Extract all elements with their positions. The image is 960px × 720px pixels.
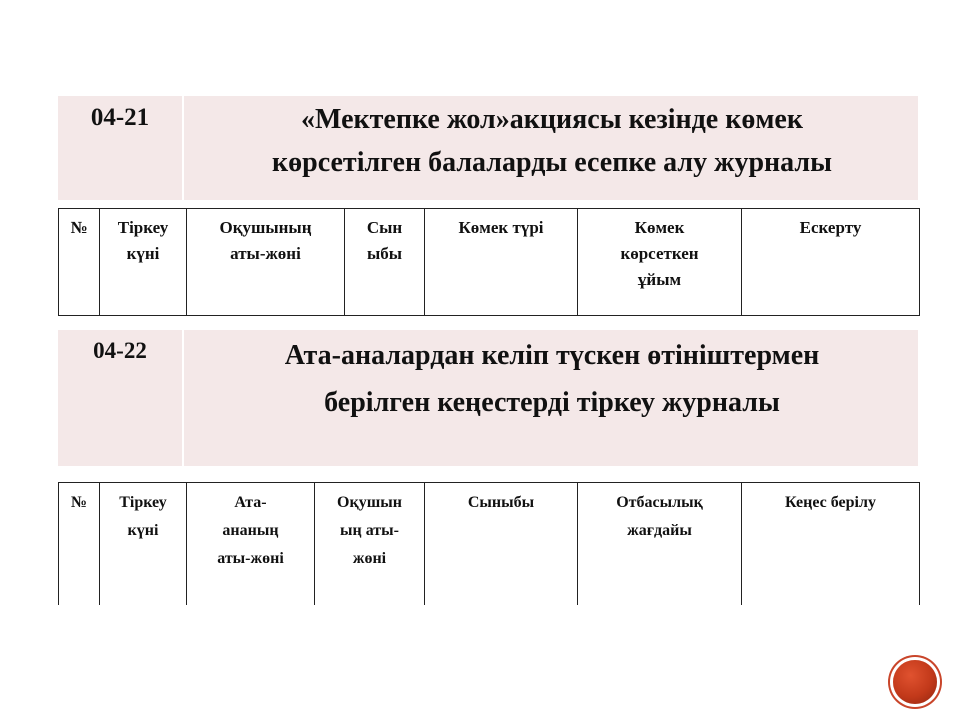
journal-title (186, 96, 918, 184)
table-header-row (59, 483, 920, 606)
column-header-number: № (59, 209, 100, 316)
column-header-registration-date: Тіркеу күні (100, 483, 187, 606)
journal-title-banner-04-21 (58, 96, 918, 200)
journal-table-04-22 (58, 482, 920, 605)
column-header-aid-type: Көмек түрі (425, 209, 578, 316)
journal-title-line: «Мектепке жол»акциясы кезінде көмек (301, 104, 803, 135)
column-header-family-situation: Отбасылық жағдайы (578, 483, 742, 606)
journal-code: 04-21 (58, 96, 184, 200)
column-header-advice-given: Кеңес берілу (742, 483, 920, 606)
column-header-student-name: Оқушын ың аты- жөні (315, 483, 425, 606)
journal-code: 04-22 (58, 330, 184, 466)
column-header-aid-organization: Көмек көрсеткен ұйым (578, 209, 742, 316)
column-header-parent-name: Ата- ананың аты-жөні (187, 483, 315, 606)
journal-title-line: берілген кеңестерді тіркеу журналы (324, 387, 780, 418)
orange-circle-icon (893, 660, 937, 704)
column-header-registration-date: Тіркеу күні (100, 209, 187, 316)
journal-title (186, 330, 918, 426)
journal-title-banner-04-22 (58, 330, 918, 466)
table-header-row (59, 209, 920, 316)
journal-title-line: көрсетілген балаларды есепке алу журналы (272, 147, 832, 178)
journal-table-04-21 (58, 208, 920, 316)
column-header-note: Ескерту (742, 209, 920, 316)
column-header-class: Сын ыбы (345, 209, 425, 316)
column-header-number: № (59, 483, 100, 606)
journal-title-line: Ата-аналардан келіп түскен өтініштермен (284, 340, 820, 371)
column-header-class: Сыныбы (425, 483, 578, 606)
column-header-student-name: Оқушының аты-жөні (187, 209, 345, 316)
